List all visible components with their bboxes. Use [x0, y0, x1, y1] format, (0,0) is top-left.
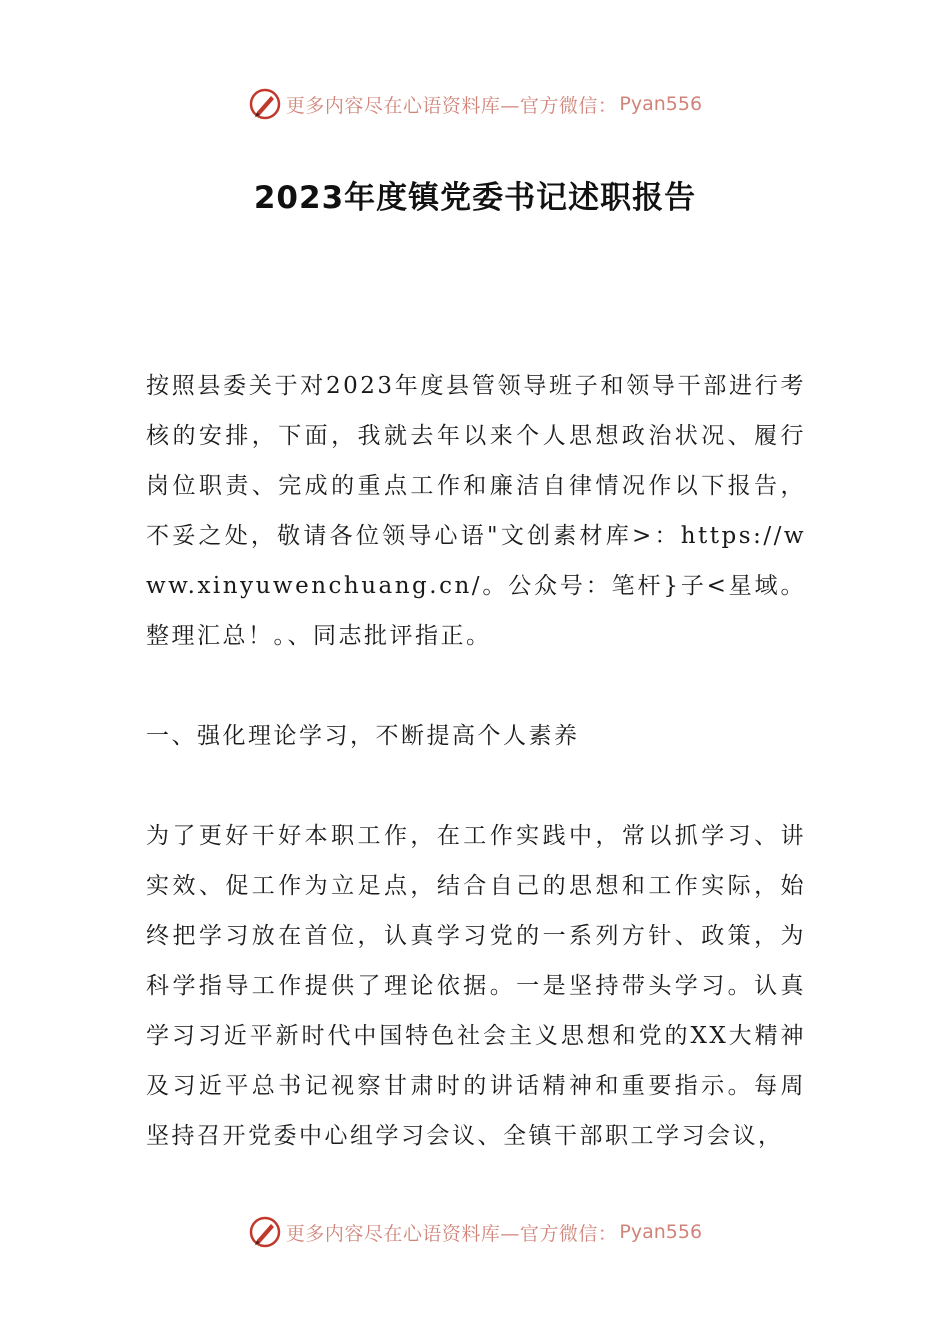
pen-logo-icon [248, 1215, 282, 1249]
watermark-banner-bottom [0, 1212, 950, 1252]
watermark-text: 更多内容尽在心语资料库—官方微信： [285, 94, 618, 117]
watermark-wechat-id: Pyan556 [619, 1221, 703, 1243]
paragraph-intro: 按照县委关于对2023年度县管领导班子和领导干部进行考核的安排，下面，我就去年以来个人思想政治状况、履行岗位职责、完成的重点工作和廉洁自律情况作以下报告，不妥之处，敬请各位领导心语"文创素材库>：https://www.xinyuwenchuang.cn/。公众号：笔杆}子<星域。整理汇总！。、同志批评指正。 [146, 373, 806, 649]
watermark-text: 更多内容尽在心语资料库—官方微信： [285, 1222, 618, 1245]
watermark-wechat-id: Pyan556 [619, 93, 703, 115]
document-body [146, 361, 806, 1161]
paragraph-section-1: 为了更好干好本职工作，在工作实践中，常以抓学习、讲实效、促工作为立足点，结合自己的思想和工作实际，始终把学习放在首位，认真学习党的一系列方针、政策，为科学指导工作提供了理论依据。一是坚持带头学习。认真学习习近平新时代中国特色社会主义思想和党的XX大精神及习近平总书记视察甘肃时的讲话精神和重要指示。每周坚持召开党委中心组学习会议、全镇干部职工学习会议， [146, 823, 806, 1149]
watermark-banner-top [0, 84, 950, 124]
pen-logo-icon [248, 87, 282, 121]
document-title: 2023年度镇党委书记述职报告 [253, 180, 697, 216]
section-heading-1: 一、强化理论学习，不断提高个人素养 [146, 723, 580, 749]
